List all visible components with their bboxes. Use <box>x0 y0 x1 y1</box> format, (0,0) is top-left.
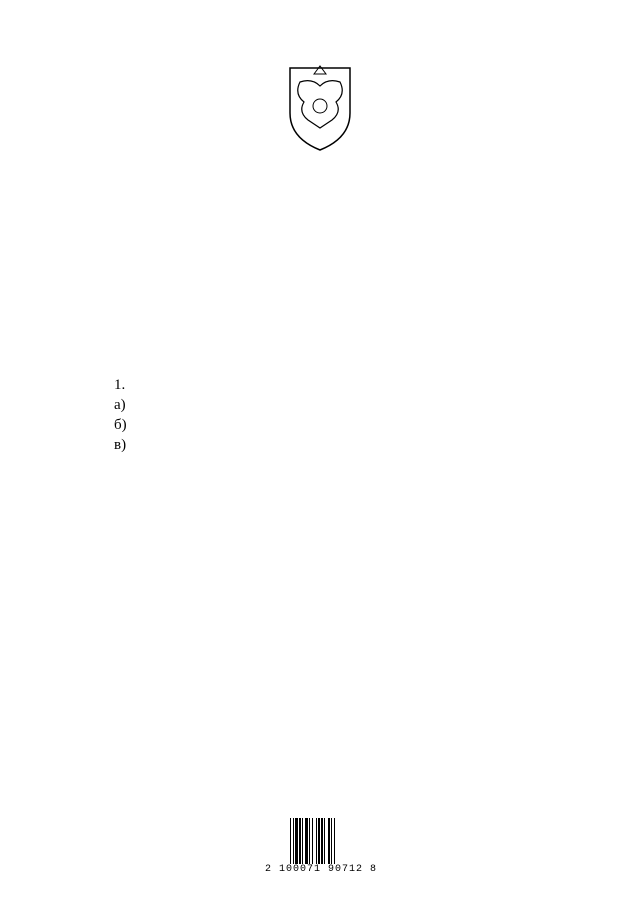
paragraph-marker: в) <box>114 437 127 453</box>
coat-of-arms-icon <box>270 58 370 153</box>
paragraph-marker: б) <box>114 417 127 433</box>
paragraph-1 <box>76 375 564 395</box>
barcode-number: 2 100071 90712 8 <box>264 864 377 875</box>
paragraph-b <box>76 415 564 435</box>
paragraph-c <box>76 435 564 455</box>
paragraph-marker: а) <box>114 397 126 413</box>
document-body <box>76 375 564 455</box>
paragraph-a <box>76 395 564 415</box>
paragraph-marker: 1. <box>114 377 126 393</box>
barcode-icon <box>290 818 352 864</box>
